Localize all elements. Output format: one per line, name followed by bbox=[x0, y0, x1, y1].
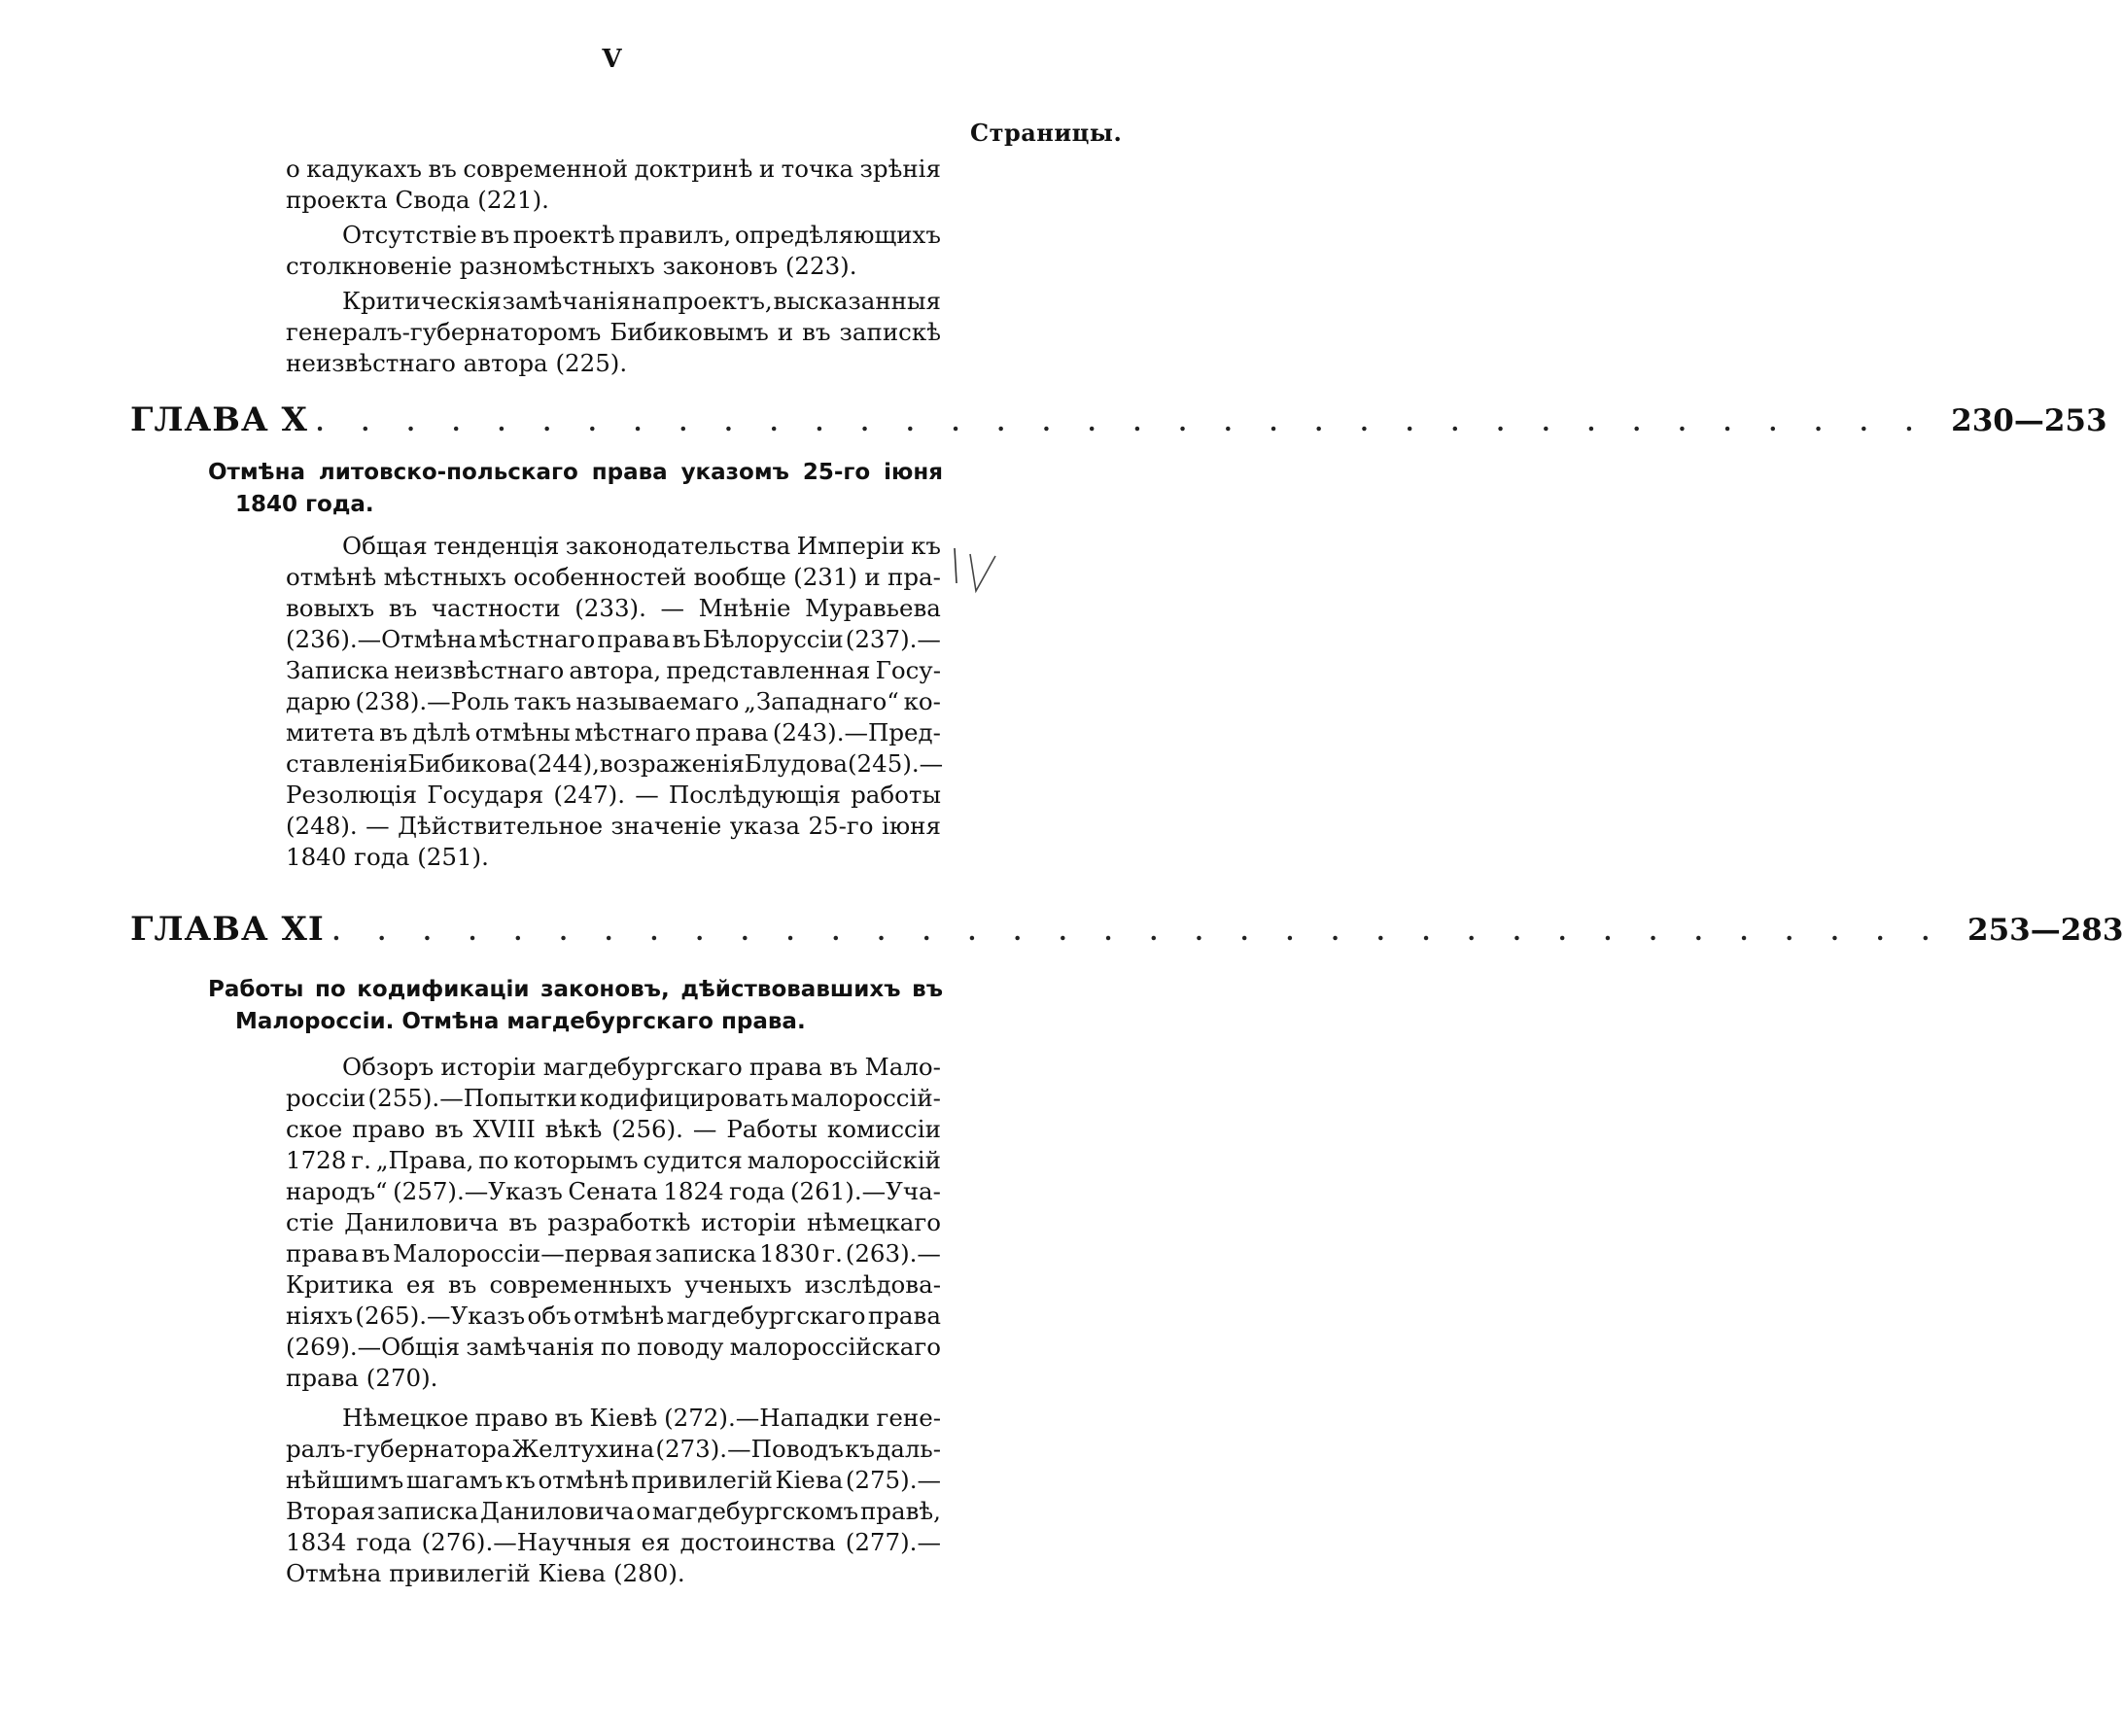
chapter-heading bbox=[130, 400, 2107, 439]
text-line: Общая тенденція законодательства Имперіи къ bbox=[342, 532, 941, 560]
text-line: ставленія Бибикова (244), возраженія Блудова (245).— bbox=[286, 749, 944, 778]
text-line: Резолюція Государя (247). — Послѣдующія работы bbox=[286, 781, 941, 809]
text-line: россіи (255).—Попытки кодифицировать малороссій- bbox=[286, 1084, 941, 1112]
toc-paragraph bbox=[286, 220, 941, 282]
toc-paragraph bbox=[286, 154, 941, 216]
text-line: 1840 года (251). bbox=[286, 843, 489, 871]
page-number: V bbox=[602, 45, 622, 74]
chapter-subtitle bbox=[208, 974, 943, 1038]
text-line: Критическія замѣчанія на проектъ, высказанныя bbox=[342, 287, 941, 315]
text-line: (236).—Отмѣна мѣстнаго права въ Бѣлоруссіи (237).— bbox=[286, 625, 941, 653]
text-line: 1834 года (276).—Научныя ея достоинства (277).— bbox=[286, 1528, 941, 1556]
text-line: права (270). bbox=[286, 1364, 438, 1392]
text-line: ніяхъ (265).—Указъ объ отмѣнѣ магдебургскаго права bbox=[286, 1302, 941, 1330]
text-line: Малороссіи. Отмѣна магдебургскаго права. bbox=[235, 1009, 806, 1034]
text-line: 1728 г. „Права, по которымъ судится малороссійскій bbox=[286, 1146, 941, 1174]
text-line: Обзоръ исторіи магдебургскаго права въ Мало- bbox=[342, 1053, 941, 1081]
text-line: стіе Даниловича въ разработкѣ исторіи нѣмецкаго bbox=[286, 1208, 941, 1236]
text-line: права въ Малороссіи—первая записка 1830 г. (263).— bbox=[286, 1239, 941, 1267]
text-line: столкновеніе разномѣстныхъ законовъ (223). bbox=[286, 252, 857, 280]
pages-column-header: Страницы. bbox=[970, 119, 1123, 147]
text-line: вовыхъ въ частности (233). — Мнѣніе Муравьева bbox=[286, 594, 941, 622]
text-line: Отмѣна привилегій Кіева (280). bbox=[286, 1559, 685, 1587]
chapter-pages: 230—253 bbox=[1951, 403, 2107, 438]
text-line: Отмѣна литовско-польскаго права указомъ 25-го іюня bbox=[208, 460, 943, 485]
leader-dots: . . . . . . . . . . . . . . . . . . . . . . . . . . . . . . . . . . . . bbox=[315, 408, 1929, 436]
text-line: Работы по кодификаціи законовъ, дѣйствовавшихъ въ bbox=[208, 977, 943, 1002]
text-line: генералъ-губернаторомъ Бибиковымъ и въ запискѣ bbox=[286, 318, 941, 346]
toc-paragraph bbox=[286, 1403, 941, 1589]
text-line: ралъ-губернатора Желтухина (273).—Поводъ къ даль- bbox=[286, 1435, 941, 1463]
text-line: (248). — Дѣйствительное значеніе указа 25-го іюня bbox=[286, 812, 941, 840]
text-line: митета въ дѣлѣ отмѣны мѣстнаго права (243).—Пред- bbox=[286, 718, 941, 746]
text-line: Вторая записка Даниловича о магдебургскомъ правѣ, bbox=[286, 1497, 941, 1525]
chapter-title: ГЛАВА X bbox=[130, 400, 308, 439]
toc-paragraph bbox=[286, 531, 944, 873]
text-line: 1840 года. bbox=[235, 492, 374, 517]
text-line: неизвѣстнаго автора (225). bbox=[286, 349, 628, 377]
text-line: народъ“ (257).—Указъ Сената 1824 года (261).—Уча- bbox=[286, 1177, 941, 1205]
chapter-pages: 253—283 bbox=[1967, 913, 2123, 948]
chapter-title: ГЛАВА XI bbox=[130, 910, 325, 949]
text-line: дарю (238).—Роль такъ называемаго „Западнаго“ ко- bbox=[286, 687, 941, 715]
chapter-heading bbox=[130, 910, 2123, 949]
margin-check-mark-icon bbox=[951, 544, 999, 603]
leader-dots: . . . . . . . . . . . . . . . . . . . . . . . . . . . . . . . . . . . . bbox=[331, 918, 1945, 946]
text-line: (269).—Общія замѣчанія по поводу малороссійскаго bbox=[286, 1333, 941, 1361]
text-line: нѣйшимъ шагамъ къ отмѣнѣ привилегій Кіева (275).— bbox=[286, 1466, 941, 1494]
text-line: Критика ея въ современныхъ ученыхъ изслѣдова- bbox=[286, 1270, 941, 1299]
text-line: Нѣмецкое право въ Кіевѣ (272).—Нападки гене- bbox=[342, 1404, 941, 1432]
text-line: Записка неизвѣстнаго автора, представленная Госу- bbox=[286, 656, 941, 684]
text-line: отмѣнѣ мѣстныхъ особенностей вообще (231) и пра- bbox=[286, 563, 941, 591]
chapter-subtitle bbox=[208, 457, 943, 521]
text-line: Отсутствіе въ проектѣ правилъ, опредѣляющихъ bbox=[342, 221, 941, 249]
toc-paragraph bbox=[286, 286, 941, 379]
text-line: проекта Свода (221). bbox=[286, 186, 549, 214]
text-line: ское право въ XVIII вѣкѣ (256). — Работы комиссіи bbox=[286, 1115, 941, 1143]
text-line: о кадукахъ въ современной доктринѣ и точка зрѣнія bbox=[286, 155, 941, 183]
toc-paragraph bbox=[286, 1052, 941, 1394]
